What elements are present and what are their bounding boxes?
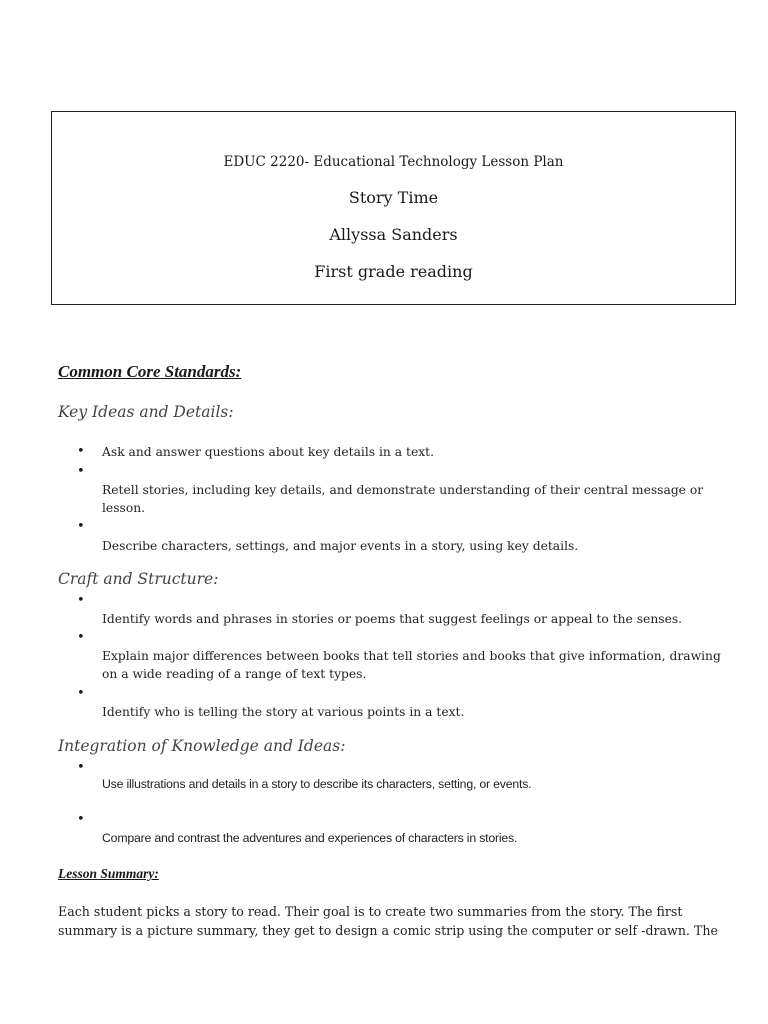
craft-item-3: Identify who is telling the story at various points in a text. — [102, 705, 465, 719]
common-core-heading: Common Core Standards: — [58, 362, 242, 381]
author-name: Allyssa Sanders — [329, 225, 458, 244]
craft-structure-heading: Craft and Structure: — [58, 570, 219, 588]
key-ideas-heading: Key Ideas and Details: — [58, 403, 234, 421]
bullet-icon: • — [77, 760, 85, 775]
key-ideas-item-1: Ask and answer questions about key details in a text. — [102, 445, 435, 459]
craft-item-2: Explain major differences between books that tell stories and books that give information, drawing on a wide reading of a range of text types. — [102, 649, 721, 681]
bullet-icon: • — [77, 812, 85, 827]
lesson-title: Story Time — [348, 188, 439, 207]
bullet-icon: • — [77, 686, 85, 701]
course-title: EDUC 2220- Educational Technology Lesson Plan — [223, 154, 564, 170]
title-box — [51, 111, 736, 305]
key-ideas-item-2: Retell stories, including key details, and demonstrate understanding of their central message or lesson. — [102, 483, 704, 515]
grade-level: First grade reading — [314, 262, 473, 281]
integration-heading: Integration of Knowledge and Ideas: — [58, 737, 346, 755]
key-ideas-item-3: Describe characters, settings, and major events in a story, using key details. — [102, 539, 579, 553]
bullet-icon: • — [77, 630, 85, 645]
bullet-icon: • — [77, 593, 85, 608]
bullet-icon: • — [77, 464, 85, 479]
craft-item-1: Identify words and phrases in stories or poems that suggest feelings or appeal to the senses. — [102, 612, 683, 626]
bullet-icon: • — [77, 519, 85, 534]
integration-item-2: Compare and contrast the adventures and experiences of characters in stories. — [102, 831, 518, 845]
lesson-summary-text: Each student picks a story to read. Their goal is to create two summaries from the story. The first summary is a picture summary, they get to design a comic strip using the computer or self -drawn. The — [58, 904, 718, 938]
lesson-summary-heading: Lesson Summary: — [58, 866, 159, 881]
bullet-icon: • — [77, 444, 85, 459]
integration-item-1: Use illustrations and details in a story to describe its characters, setting, or events. — [102, 777, 532, 791]
